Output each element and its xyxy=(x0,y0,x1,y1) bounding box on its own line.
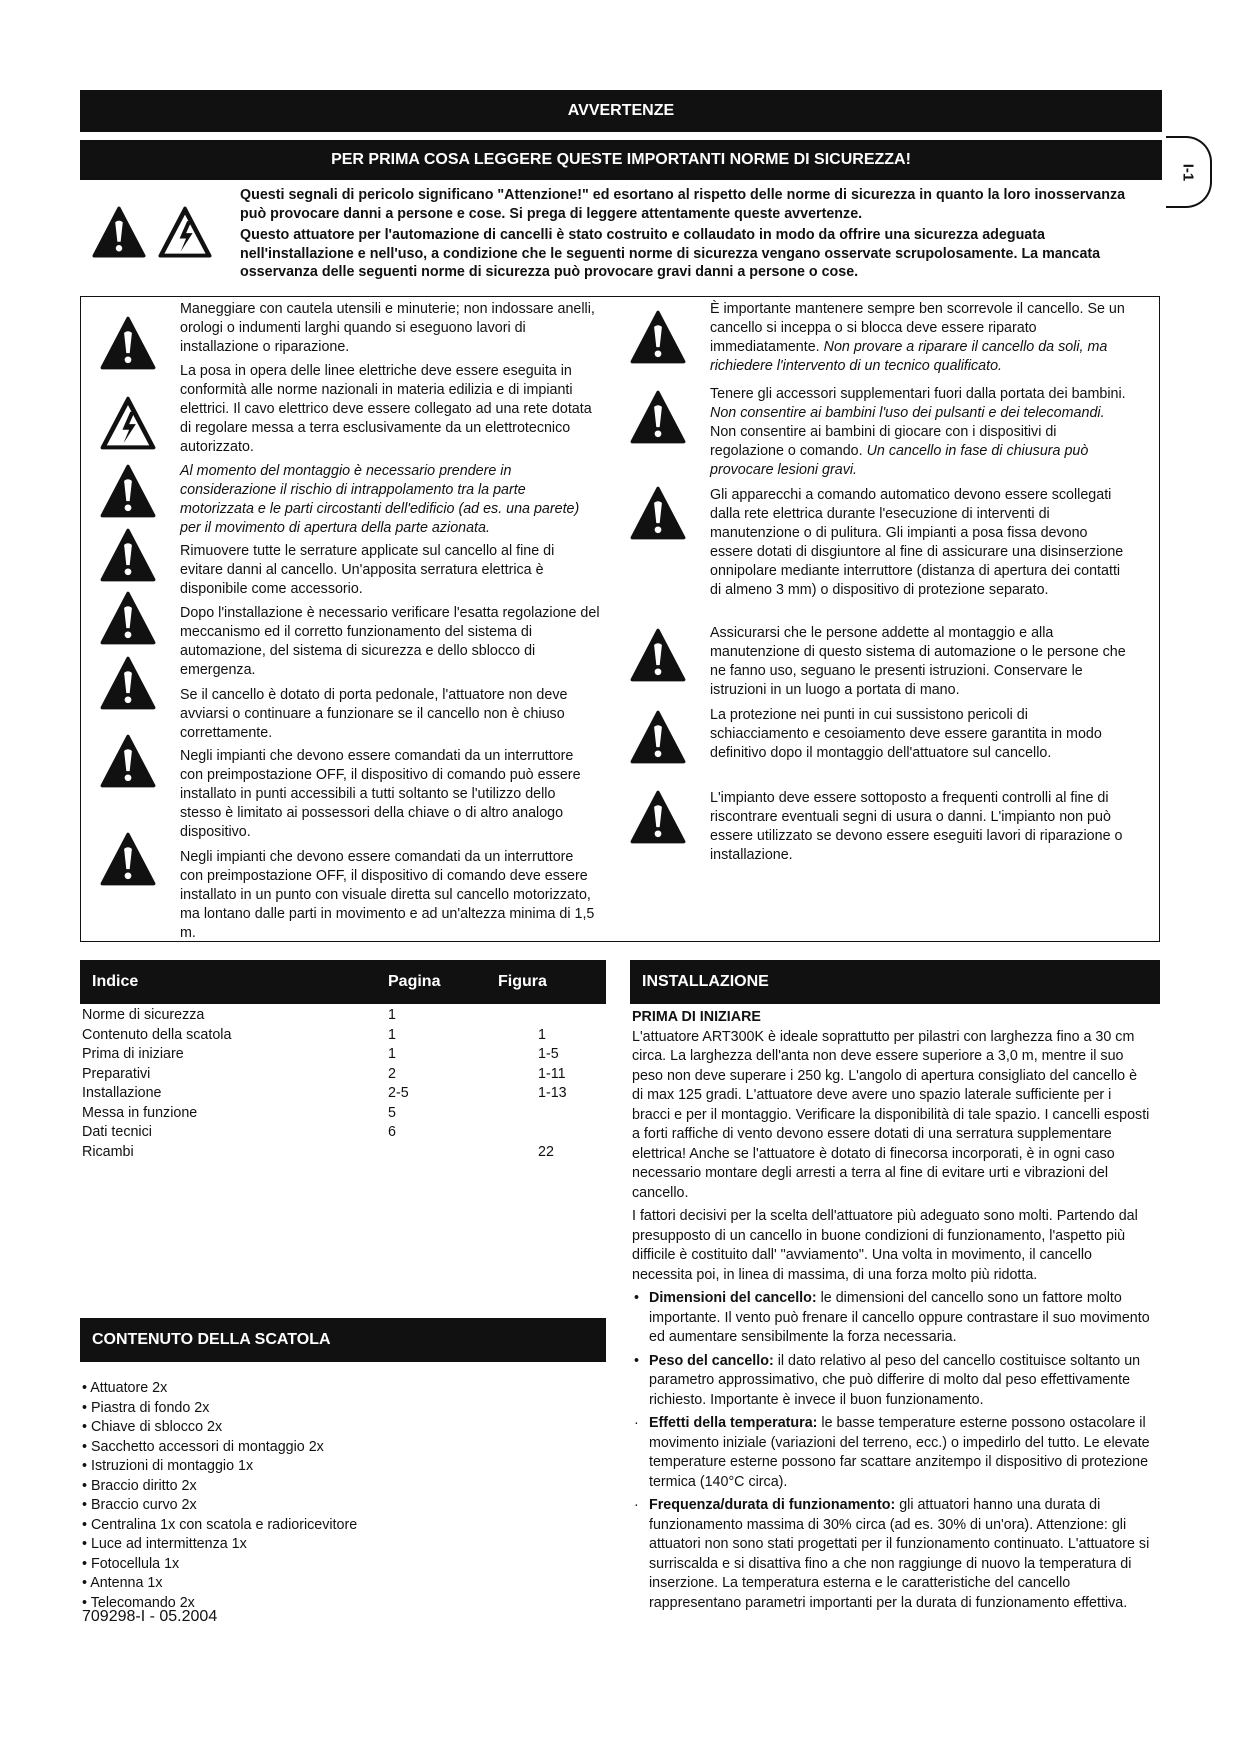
intro-paragraph-2: Questo attuatore per l'automazione di cancelli è stato costruito e collaudato in modo da offrire una sicurezza adeguata nell'installazione e nell'uso, a condizione che le seguenti norme di sicurezza vengano osservate scrupolosamente. La mancata osservanza delle seguenti norme di sicurezza può provocare gravi danni a persone o cose. xyxy=(240,227,1101,280)
table-row xyxy=(82,1026,602,1046)
page-marker: I-1 xyxy=(1179,163,1197,181)
warning-text-part: È importante mantenere sempre ben scorrevole il cancello. Se un cancello si inceppa o si blocca deve essere riparato immediatamente. xyxy=(710,301,1125,355)
warning-text-italic: Non consentire ai bambini l'uso dei pulsanti e dei telecomandi. xyxy=(710,405,1105,421)
safety-subtitle: PER PRIMA COSA LEGGERE QUESTE IMPORTANTI NORME DI SICUREZZA! xyxy=(331,151,911,168)
installation-paragraph-1: L'attuatore ART300K è ideale soprattutto per pilastri con larghezza fino a 30 cm circa. La larghezza dell'anta non deve essere superiore a 3,0 m, mentre il suo peso non deve superare i 250 kg. L'angolo di apertura consigliato del cancello è di max 125 gradi. L'attuatore deve avere uno spazio laterale sufficiente per i bracci e per il montaggio. Verificare la disponibilità di tale spazio. I cancelli esposti a forti raffiche di vento devono essere dotati di una serratura supplementare elettrica! Anche se l'attuatore è dotato di finecorsa incorporati, è in ogni caso necessario montare degli arresti a terra al fine di evitare urti e vibrazioni del cancello. xyxy=(632,1028,1150,1201)
warning-text xyxy=(710,385,1130,480)
warning-triangle-icon xyxy=(100,734,156,788)
table-row xyxy=(82,1104,602,1124)
document-code: 709298-I - 05.2004 xyxy=(82,1608,218,1625)
list-item: • Luce ad intermittenza 1x xyxy=(82,1536,247,1552)
warning-triangle-icon xyxy=(630,628,686,682)
index-page: 2-5 xyxy=(388,1085,409,1101)
bullet-mark: • xyxy=(634,1352,640,1369)
hazard-icons xyxy=(90,206,214,258)
installation-title: INSTALLAZIONE xyxy=(642,973,769,990)
list-item: • Centralina 1x con scatola e radioricevitore xyxy=(82,1516,358,1533)
page-marker-tab xyxy=(1166,136,1212,208)
warning-triangle-icon xyxy=(100,832,156,886)
warning-triangle-icon xyxy=(630,310,686,364)
factor-label: Peso del cancello: xyxy=(649,1352,774,1369)
factor-item xyxy=(632,1352,1152,1411)
factor-label: Effetti della temperatura: xyxy=(649,1415,818,1431)
index-entry: Preparativi xyxy=(82,1065,151,1082)
list-item: • Braccio curvo 2x xyxy=(82,1497,197,1513)
index-figure: 1-13 xyxy=(538,1085,567,1101)
table-row xyxy=(82,1084,602,1104)
warning-triangle-icon xyxy=(630,790,686,844)
contents-list xyxy=(82,1379,357,1613)
list-item: • Piastra di fondo 2x xyxy=(82,1399,210,1416)
warning-text-part: Tenere gli accessori supplementari fuori dalla portata dei bambini. xyxy=(710,386,1126,402)
table-row xyxy=(82,1045,602,1065)
safety-subtitle-bar xyxy=(80,140,1162,180)
warning-text: Dopo l'installazione è necessario verificare l'esatta regolazione del meccanismo ed il corretto funzionamento del sistema di automazione, del sistema di sicurezza e dello sblocco di emergenza. xyxy=(180,605,600,678)
electric-hazard-icon xyxy=(156,206,214,258)
list-item: • Telecomando 2x xyxy=(82,1594,195,1611)
factor-text: le dimensioni del cancello sono un fattore molto importante. Il vento può frenare il cancello oppure contrastare il suo movimento ed aumentare sensibilmente la forza necessaria. xyxy=(649,1290,1150,1345)
warning-text: Assicurarsi che le persone addette al montaggio e alla manutenzione di questo sistema di automazione o le persone che ne fanno uso, seguano le presenti istruzioni. Conservare le istruzioni in un luogo a portata di mano. xyxy=(710,625,1126,698)
index-entry: Installazione xyxy=(82,1085,162,1101)
index-entry: Prima di iniziare xyxy=(82,1046,184,1062)
index-page: 5 xyxy=(388,1104,396,1121)
installation-subtitle: PRIMA DI INIZIARE xyxy=(632,1009,761,1025)
factor-text: il dato relativo al peso del cancello costituisce soltanto un parametro approssimativo, che può differire di molto dal peso effettivamente richiesto. Importante è invece il buon funzionamento. xyxy=(649,1352,1141,1408)
warning-triangle-icon xyxy=(100,656,156,710)
warning-triangle-icon xyxy=(100,464,156,518)
index-entry: Contenuto della scatola xyxy=(82,1026,232,1043)
warning-text: Rimuovere tutte le serrature applicate sul cancello al fine di evitare danni al cancello. Un'apposita serratura elettrica è disponibile come accessorio. xyxy=(180,543,555,597)
index-page: 2 xyxy=(388,1065,396,1082)
warning-text: Al momento del montaggio è necessario prendere in considerazione il rischio di intrappolamento tra la parte motorizzata e le parti circostanti dell'edificio (ad es. una parete) per il movimento di apertura della parte azionata. xyxy=(180,463,580,536)
intro-paragraph-1: Questi segnali di pericolo significano "Attenzione!" ed esortano al rispetto delle norme di sicurezza in quanto la loro inosservanza può provocare danni a persone e cose. Si prega di leggere attentamente queste avvertenze. xyxy=(240,187,1126,222)
warning-triangle-icon xyxy=(630,486,686,540)
contents-title: CONTENUTO DELLA SCATOLA xyxy=(92,1331,331,1348)
index-figure: 1-5 xyxy=(538,1046,559,1062)
warning-text: Negli impianti che devono essere comandati da un interruttore con preimpostazione OFF, il dispositivo di comando può essere installato in punti accessibili a tutti soltanto se l'utilizzo dello stesso è limitato ai possessori della chiave o di altro analogo dispositivo. xyxy=(180,748,581,840)
warning-text xyxy=(710,300,1130,376)
index-entry: Messa in funzione xyxy=(82,1104,198,1121)
intro-text xyxy=(240,186,1150,285)
table-row xyxy=(82,1143,602,1163)
index-figure: 22 xyxy=(538,1143,554,1160)
list-item: • Sacchetto accessori di montaggio 2x xyxy=(82,1438,324,1455)
right-warnings-column xyxy=(630,296,1140,942)
warning-text: Se il cancello è dotato di porta pedonale, l'attuatore non deve avviarsi o continuare a funzionare se il cancello non è chiuso correttamente. xyxy=(180,687,568,741)
bullet-mark: · xyxy=(634,1497,639,1513)
installation-paragraph-2: I fattori decisivi per la scelta dell'attuatore più adeguato sono molti. Partendo dal presupposto di un cancello in buone condizioni di funzionamento, l'aspetto più difficile è costituito dall' "avviamento". Una volta in movimento, il cancello necessita poi, in linea di massima, di una forza molto più ridotta. xyxy=(632,1208,1138,1283)
table-row xyxy=(82,1065,602,1085)
bullet-mark: • xyxy=(634,1290,640,1306)
warning-triangle-icon xyxy=(100,528,156,582)
warning-text: L'impianto deve essere sottoposto a frequenti controlli al fine di riscontrare eventuali segni di usura o danni. L'impianto non può essere utilizzato se devono essere eseguiti lavori di riparazione o installazione. xyxy=(710,790,1123,863)
warning-text: La protezione nei punti in cui sussistono pericoli di schiacciamento e cesoiamento deve essere garantita in modo definitivo dopo il montaggio dell'attuatore sul cancello. xyxy=(710,707,1102,761)
warning-text: Maneggiare con cautela utensili e minuterie; non indossare anelli, orologi o indumenti larghi quando si eseguono lavori di installazione o riparazione. xyxy=(180,301,595,355)
index-page: 1 xyxy=(388,1007,396,1023)
warning-triangle-icon xyxy=(90,206,148,258)
warnings-title: AVVERTENZE xyxy=(567,102,675,119)
warning-text: Gli apparecchi a comando automatico devono essere scollegati dalla rete elettrica durante l'esecuzione di interventi di manutenzione o di pulitura. Gli impianti a posa fissa devono essere dotati di disgiuntore al fine di assicurare una disinserzione onnipolare mediante interruttore (distanza di apertura dei contatti di almeno 3 mm) o dispositivo di protezione separato. xyxy=(710,487,1124,598)
warning-triangle-icon xyxy=(630,390,686,444)
factor-text: gli attuatori hanno una durata di funzionamento massima di 30% circa (ad es. 30% di un'ora). Attenzione: gli attuatori non sono stati progettati per il funzionamento continuato. L'attuatore si surriscalda e si disattiva fino a che non raggiunge di nuovo la temperatura di inserzione. La temperatura esterna e le caratteristiche del cancello rappresentano parametri importanti per la durata di funzionamento effettiva. xyxy=(649,1497,1150,1611)
factor-label: Frequenza/durata di funzionamento: xyxy=(649,1497,896,1513)
factor-text: le basse temperature esterne possono ostacolare il movimento iniziale (variazioni del terreno, ecc.) o impedirlo del tutto. Le elevate temperature esterne possono far scattare anzitempo il dispositivo di protezione termica (140°C circa). xyxy=(649,1415,1150,1490)
index-title: Indice xyxy=(92,973,139,990)
warning-triangle-icon xyxy=(100,591,156,645)
factor-label: Dimensioni del cancello: xyxy=(649,1290,817,1306)
warnings-title-bar xyxy=(80,90,1162,132)
index-header-bar xyxy=(80,960,606,1004)
warning-text: Negli impianti che devono essere comandati da un interruttore con preimpostazione OFF, il dispositivo di comando deve essere installato in un punto con visuale diretta sul cancello motorizzato, ma lontano dalle parti in movimento e ad un'altezza minima di 1,5 m. xyxy=(180,849,595,941)
index-figure: 1-11 xyxy=(538,1065,566,1082)
index-page: 1 xyxy=(388,1026,396,1043)
electric-hazard-icon xyxy=(100,396,156,450)
list-item: • Istruzioni di montaggio 1x xyxy=(82,1458,254,1474)
index-figure: 1 xyxy=(538,1026,546,1043)
warning-triangle-icon xyxy=(100,316,156,370)
installation-body xyxy=(632,1008,1152,1617)
installation-header-bar xyxy=(630,960,1160,1004)
index-entry: Norme di sicurezza xyxy=(82,1007,205,1023)
index-entry: Ricambi xyxy=(82,1143,134,1160)
list-item: • Antenna 1x xyxy=(82,1575,163,1591)
factor-item xyxy=(632,1414,1152,1492)
index-col-page: Pagina xyxy=(388,973,441,990)
index-page: 1 xyxy=(388,1046,396,1062)
index-page: 6 xyxy=(388,1124,396,1140)
left-warnings-column xyxy=(100,296,610,942)
table-row xyxy=(82,1123,602,1143)
factor-item xyxy=(632,1496,1152,1613)
index-table xyxy=(82,1006,602,1162)
warning-text-italic: Non provare a riparare il cancello da soli, ma richiedere l'intervento di un tecnico qualificato. xyxy=(710,339,1108,374)
list-item: • Attuatore 2x xyxy=(82,1380,168,1396)
warning-triangle-icon xyxy=(630,710,686,764)
index-col-figure: Figura xyxy=(498,973,547,990)
list-item: • Braccio diritto 2x xyxy=(82,1477,197,1494)
contents-header-bar xyxy=(80,1318,606,1362)
warning-text-part: Non consentire ai bambini di giocare con i dispositivi di regolazione o comando. xyxy=(710,424,1057,459)
list-item: • Chiave di sblocco 2x xyxy=(82,1419,223,1435)
table-row xyxy=(82,1006,602,1026)
factor-item xyxy=(632,1289,1152,1348)
warning-text-italic: Un cancello in fase di chiusura può provocare lesioni gravi. xyxy=(710,443,1089,478)
list-item: • Fotocellula 1x xyxy=(82,1555,180,1572)
warning-text: La posa in opera delle linee elettriche deve essere eseguita in conformità alle norme nazionali in materia edilizia e di impianti elettrici. Il cavo elettrico deve essere collegato ad una rete dotata di regolare messa a terra esclusivamente da un elettrotecnico autorizzato. xyxy=(180,363,592,455)
index-entry: Dati tecnici xyxy=(82,1124,152,1140)
bullet-mark: · xyxy=(634,1415,639,1431)
